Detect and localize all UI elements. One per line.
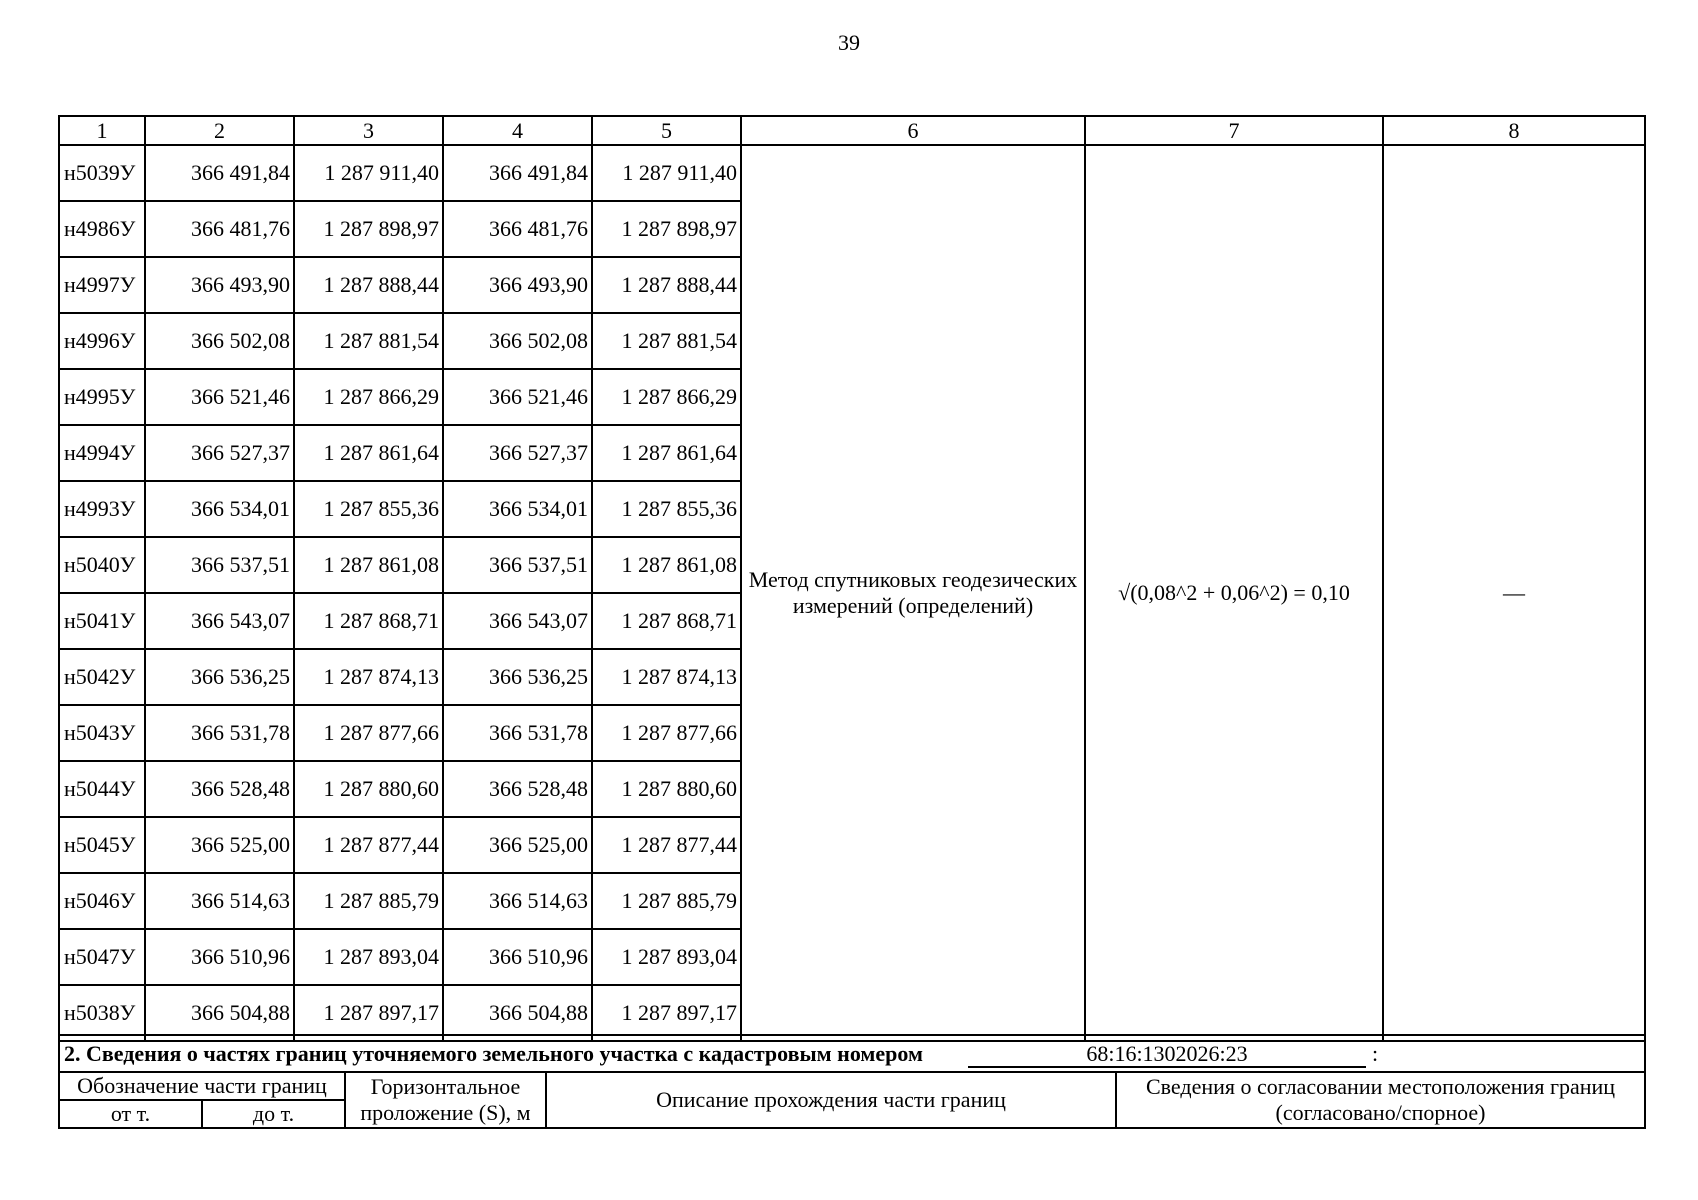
coordinate-y: 1 287 861,64 [294, 425, 443, 481]
point-name: н5038У [59, 985, 145, 1041]
to-point-header: до т. [202, 1100, 345, 1128]
point-name: н4986У [59, 201, 145, 257]
coordinate-x: 366 543,07 [145, 593, 294, 649]
coordinate-y-new: 1 287 868,71 [592, 593, 741, 649]
column-header: 1 [59, 116, 145, 145]
column-header: 6 [741, 116, 1085, 145]
coordinate-y: 1 287 893,04 [294, 929, 443, 985]
coordinate-x-new: 366 493,90 [443, 257, 592, 313]
coordinate-y: 1 287 888,44 [294, 257, 443, 313]
coordinate-y: 1 287 877,44 [294, 817, 443, 873]
coordinate-x-new: 366 528,48 [443, 761, 592, 817]
coordinate-x: 366 493,90 [145, 257, 294, 313]
coordinate-x-new: 366 525,00 [443, 817, 592, 873]
column-header: 4 [443, 116, 592, 145]
coordinate-y-new: 1 287 898,97 [592, 201, 741, 257]
coordinate-x-new: 366 527,37 [443, 425, 592, 481]
agreement-header: Сведения о согласовании местоположения границ (согласовано/спорное) [1116, 1072, 1645, 1128]
coordinate-y-new: 1 287 897,17 [592, 985, 741, 1041]
section-2-title: 2. Сведения о частях границ уточняемого земельного участка с кадастровым номером [64, 1040, 923, 1066]
coordinate-y-new: 1 287 861,08 [592, 537, 741, 593]
point-name: н5046У [59, 873, 145, 929]
coordinate-x-new: 366 502,08 [443, 313, 592, 369]
title-colon: : [1372, 1041, 1379, 1066]
column-header: 3 [294, 116, 443, 145]
method-cell: Метод спутниковых геодезических измерений (определений) [741, 145, 1085, 1041]
coordinate-x: 366 521,46 [145, 369, 294, 425]
coordinate-y-new: 1 287 877,66 [592, 705, 741, 761]
coordinate-y-new: 1 287 855,36 [592, 481, 741, 537]
section-2-title-cell [59, 1035, 1645, 1072]
coordinate-y-new: 1 287 861,64 [592, 425, 741, 481]
coordinate-x-new: 366 521,46 [443, 369, 592, 425]
coordinate-x: 366 531,78 [145, 705, 294, 761]
point-name: н5043У [59, 705, 145, 761]
column-header: 7 [1085, 116, 1383, 145]
coordinate-x: 366 536,25 [145, 649, 294, 705]
coordinate-y-new: 1 287 893,04 [592, 929, 741, 985]
point-name: н4997У [59, 257, 145, 313]
coordinate-x: 366 528,48 [145, 761, 294, 817]
coordinate-y: 1 287 868,71 [294, 593, 443, 649]
page-number: 39 [838, 30, 860, 55]
coordinate-y-new: 1 287 885,79 [592, 873, 741, 929]
point-name: н4993У [59, 481, 145, 537]
coordinate-y-new: 1 287 877,44 [592, 817, 741, 873]
coordinate-x: 366 527,37 [145, 425, 294, 481]
coordinate-y: 1 287 866,29 [294, 369, 443, 425]
coordinate-y-new: 1 287 911,40 [592, 145, 741, 201]
point-name: н5041У [59, 593, 145, 649]
coordinate-x: 366 537,51 [145, 537, 294, 593]
coordinate-y: 1 287 855,36 [294, 481, 443, 537]
designation-header: Обозначение части границ [59, 1072, 345, 1100]
coordinate-x-new: 366 531,78 [443, 705, 592, 761]
coordinate-y: 1 287 877,66 [294, 705, 443, 761]
coordinate-x-new: 366 510,96 [443, 929, 592, 985]
coordinate-x-new: 366 537,51 [443, 537, 592, 593]
point-name: н5042У [59, 649, 145, 705]
coordinate-x: 366 510,96 [145, 929, 294, 985]
coordinate-x-new: 366 504,88 [443, 985, 592, 1041]
coordinate-y: 1 287 861,08 [294, 537, 443, 593]
coordinate-x: 366 481,76 [145, 201, 294, 257]
coordinate-y: 1 287 897,17 [294, 985, 443, 1041]
point-name: н5047У [59, 929, 145, 985]
point-name: н4996У [59, 313, 145, 369]
coordinate-x: 366 491,84 [145, 145, 294, 201]
point-name: н4995У [59, 369, 145, 425]
coordinate-x: 366 514,63 [145, 873, 294, 929]
from-point-header: от т. [59, 1100, 202, 1128]
description-header: Описание прохождения части границ [546, 1072, 1116, 1128]
cadastral-number: 68:16:1302026:23 [968, 1042, 1366, 1068]
coordinate-x-new: 366 534,01 [443, 481, 592, 537]
coordinate-y-new: 1 287 866,29 [592, 369, 741, 425]
coordinate-x: 366 502,08 [145, 313, 294, 369]
header-row [59, 116, 1645, 145]
point-name: н5040У [59, 537, 145, 593]
column-8-cell: — [1383, 145, 1645, 1041]
coordinate-x-new: 366 514,63 [443, 873, 592, 929]
coordinates-table [58, 115, 1646, 1042]
coordinate-x-new: 366 543,07 [443, 593, 592, 649]
accuracy-cell: √(0,08^2 + 0,06^2) = 0,10 [1085, 145, 1383, 1041]
point-name: н4994У [59, 425, 145, 481]
coordinate-x-new: 366 491,84 [443, 145, 592, 201]
coordinate-x: 366 525,00 [145, 817, 294, 873]
coordinate-y: 1 287 880,60 [294, 761, 443, 817]
coordinate-x: 366 504,88 [145, 985, 294, 1041]
point-name: н5044У [59, 761, 145, 817]
point-name: н5039У [59, 145, 145, 201]
coordinate-x-new: 366 481,76 [443, 201, 592, 257]
coordinate-y-new: 1 287 888,44 [592, 257, 741, 313]
coordinate-y: 1 287 911,40 [294, 145, 443, 201]
column-header: 8 [1383, 116, 1645, 145]
point-name: н5045У [59, 817, 145, 873]
column-header: 5 [592, 116, 741, 145]
coordinate-x: 366 534,01 [145, 481, 294, 537]
boundary-parts-table [58, 1034, 1646, 1129]
coordinate-y: 1 287 885,79 [294, 873, 443, 929]
coordinate-y-new: 1 287 881,54 [592, 313, 741, 369]
coordinate-y: 1 287 898,97 [294, 201, 443, 257]
coordinate-x-new: 366 536,25 [443, 649, 592, 705]
coordinate-y-new: 1 287 880,60 [592, 761, 741, 817]
coordinate-y: 1 287 874,13 [294, 649, 443, 705]
coordinate-y: 1 287 881,54 [294, 313, 443, 369]
coordinate-y-new: 1 287 874,13 [592, 649, 741, 705]
horizontal-header: Горизонтальное проложение (S), м [345, 1072, 546, 1128]
column-header: 2 [145, 116, 294, 145]
table-row [59, 145, 1645, 201]
